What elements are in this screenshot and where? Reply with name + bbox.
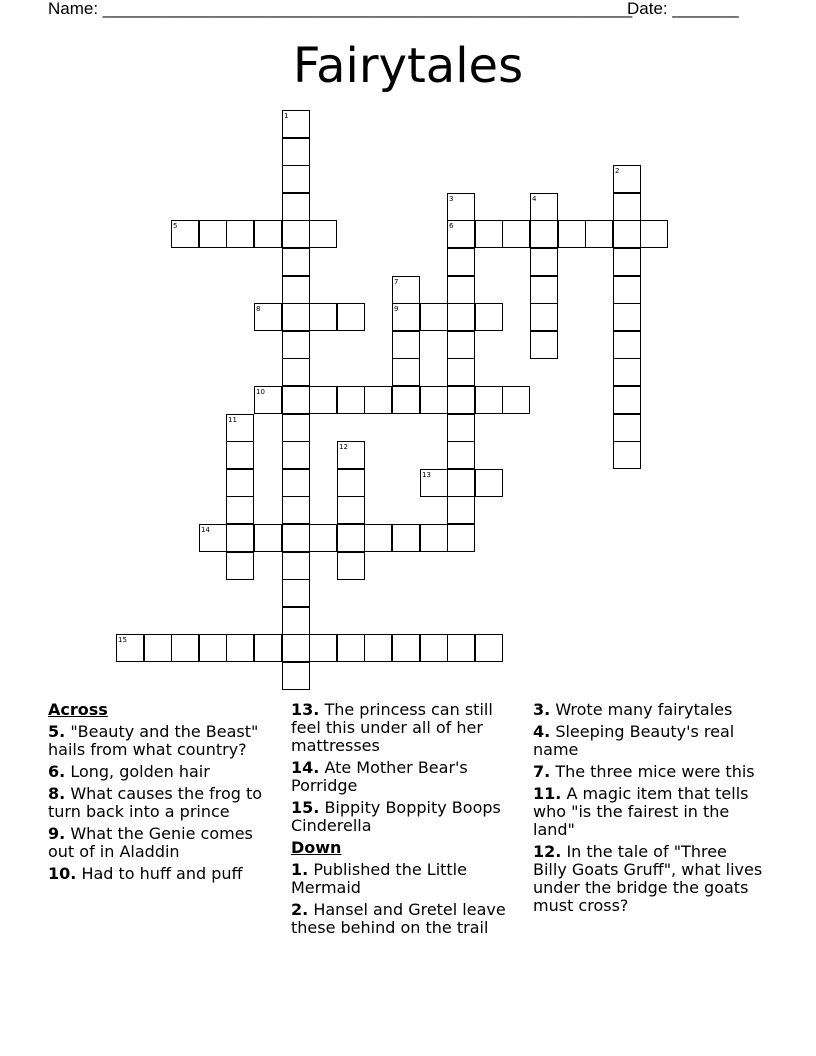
grid-cell[interactable] xyxy=(613,303,641,331)
grid-cell[interactable] xyxy=(199,220,227,248)
clue-across-15: 15. Bippity Boppity Boops Cinderella xyxy=(291,798,501,835)
grid-cell[interactable] xyxy=(282,303,310,331)
grid-cell[interactable] xyxy=(392,386,420,414)
clue-down-3: 3. Wrote many fairytales xyxy=(533,700,733,719)
grid-cell[interactable] xyxy=(226,441,254,469)
grid-cell[interactable] xyxy=(447,303,475,331)
grid-cell[interactable] xyxy=(613,331,641,359)
grid-cell[interactable] xyxy=(392,524,420,552)
grid-cell[interactable] xyxy=(530,276,558,304)
grid-cell[interactable] xyxy=(613,220,641,248)
grid-cell[interactable] xyxy=(613,248,641,276)
grid-cell[interactable] xyxy=(282,441,310,469)
grid-cell[interactable] xyxy=(640,220,668,248)
clues-column-2 xyxy=(291,701,521,941)
grid-cell[interactable] xyxy=(337,496,365,524)
grid-cell[interactable] xyxy=(282,358,310,386)
grid-cell[interactable] xyxy=(254,634,282,662)
grid-cell[interactable] xyxy=(337,469,365,497)
grid-cell[interactable] xyxy=(447,331,475,359)
grid-clue-number: 11 xyxy=(228,416,237,424)
grid-cell[interactable] xyxy=(226,634,254,662)
across-heading: Across xyxy=(48,700,108,719)
grid-cell[interactable] xyxy=(420,386,448,414)
grid-cell[interactable] xyxy=(392,634,420,662)
clues-column-3 xyxy=(533,701,763,919)
grid-clue-number: 3 xyxy=(449,195,454,203)
grid-cell[interactable] xyxy=(447,469,475,497)
grid-clue-number: 13 xyxy=(422,471,431,479)
grid-cell[interactable] xyxy=(309,303,337,331)
grid-cell[interactable] xyxy=(226,552,254,580)
grid-cell[interactable] xyxy=(585,220,613,248)
grid-cell[interactable] xyxy=(502,220,530,248)
grid-clue-number: 1 xyxy=(284,112,289,120)
clue-down-4: 4. Sleeping Beauty's real name xyxy=(533,722,735,759)
grid-cell[interactable] xyxy=(475,303,503,331)
grid-clue-number: 7 xyxy=(394,278,399,286)
grid-cell[interactable] xyxy=(226,524,254,552)
grid-cell[interactable] xyxy=(475,220,503,248)
grid-cell[interactable] xyxy=(364,634,392,662)
clue-down-12: 12. In the tale of "Three Billy Goats Gruff", what lives under the bridge the goats must cross? xyxy=(533,842,763,915)
name-field-label: Name: ________________________________________________________ xyxy=(48,0,633,18)
grid-clue-number: 14 xyxy=(201,526,210,534)
clue-across-14: 14. Ate Mother Bear's Porridge xyxy=(291,758,468,795)
grid-cell[interactable] xyxy=(420,634,448,662)
grid-cell[interactable] xyxy=(309,524,337,552)
grid-cell[interactable] xyxy=(447,634,475,662)
grid-cell[interactable] xyxy=(530,248,558,276)
grid-cell[interactable] xyxy=(282,386,310,414)
grid-cell[interactable] xyxy=(282,524,310,552)
clue-across-9: 9. What the Genie comes out of in Aladdin xyxy=(48,824,253,861)
grid-clue-number: 10 xyxy=(256,388,265,396)
grid-cell[interactable] xyxy=(475,634,503,662)
grid-cell[interactable] xyxy=(447,276,475,304)
grid-cell[interactable] xyxy=(475,386,503,414)
grid-cell[interactable] xyxy=(226,469,254,497)
grid-cell[interactable] xyxy=(282,331,310,359)
grid-cell[interactable] xyxy=(475,469,503,497)
grid-cell[interactable] xyxy=(530,220,558,248)
grid-cell[interactable] xyxy=(447,358,475,386)
clue-across-10: 10. Had to huff and puff xyxy=(48,864,243,883)
grid-cell[interactable] xyxy=(447,496,475,524)
grid-cell[interactable] xyxy=(282,220,310,248)
grid-clue-number: 4 xyxy=(532,195,537,203)
grid-cell[interactable] xyxy=(392,358,420,386)
date-field-label: Date: _______ xyxy=(627,0,739,18)
page-title: Fairytales xyxy=(292,38,524,94)
grid-cell[interactable] xyxy=(447,248,475,276)
grid-cell[interactable] xyxy=(199,634,227,662)
grid-cell[interactable] xyxy=(447,414,475,442)
grid-clue-number: 5 xyxy=(173,222,178,230)
grid-cell[interactable] xyxy=(337,303,365,331)
grid-clue-number: 6 xyxy=(449,222,454,230)
clue-down-2: 2. Hansel and Gretel leave these behind on the trail xyxy=(291,900,506,937)
grid-cell[interactable] xyxy=(282,634,310,662)
clue-down-11: 11. A magic item that tells who "is the fairest in the land" xyxy=(533,784,749,839)
grid-cell[interactable] xyxy=(254,524,282,552)
grid-cell[interactable] xyxy=(337,386,365,414)
grid-cell[interactable] xyxy=(447,386,475,414)
grid-cell[interactable] xyxy=(392,331,420,359)
grid-clue-number: 2 xyxy=(615,167,620,175)
grid-clue-number: 12 xyxy=(339,443,348,451)
grid-cell[interactable] xyxy=(282,276,310,304)
grid-cell[interactable] xyxy=(282,248,310,276)
grid-cell[interactable] xyxy=(613,441,641,469)
grid-cell[interactable] xyxy=(530,303,558,331)
grid-cell[interactable] xyxy=(337,634,365,662)
clue-across-6: 6. Long, golden hair xyxy=(48,762,210,781)
clue-across-13: 13. The princess can still feel this under all of her mattresses xyxy=(291,700,493,755)
grid-cell[interactable] xyxy=(282,193,310,221)
grid-cell[interactable] xyxy=(530,331,558,359)
grid-cell[interactable] xyxy=(309,634,337,662)
grid-cell[interactable] xyxy=(309,386,337,414)
grid-cell[interactable] xyxy=(144,634,172,662)
grid-cell[interactable] xyxy=(613,276,641,304)
grid-cell[interactable] xyxy=(337,552,365,580)
grid-cell[interactable] xyxy=(282,552,310,580)
grid-cell[interactable] xyxy=(420,303,448,331)
grid-cell[interactable] xyxy=(282,607,310,635)
grid-cell[interactable] xyxy=(254,220,282,248)
grid-cell[interactable] xyxy=(282,469,310,497)
grid-clue-number: 15 xyxy=(118,636,127,644)
grid-cell[interactable] xyxy=(282,579,310,607)
grid-cell[interactable] xyxy=(613,193,641,221)
grid-cell[interactable] xyxy=(558,220,586,248)
clue-down-7: 7. The three mice were this xyxy=(533,762,755,781)
grid-cell[interactable] xyxy=(309,220,337,248)
grid-cell[interactable] xyxy=(282,662,310,690)
grid-cell[interactable] xyxy=(282,138,310,166)
clues-column-1 xyxy=(48,701,273,887)
grid-cell[interactable] xyxy=(613,414,641,442)
grid-cell[interactable] xyxy=(282,496,310,524)
grid-cell[interactable] xyxy=(282,414,310,442)
grid-cell[interactable] xyxy=(613,358,641,386)
grid-cell[interactable] xyxy=(364,386,392,414)
clue-across-5: 5. "Beauty and the Beast" hails from what country? xyxy=(48,722,259,759)
clue-down-1: 1. Published the Little Mermaid xyxy=(291,860,467,897)
grid-clue-number: 8 xyxy=(256,305,261,313)
grid-cell[interactable] xyxy=(364,524,392,552)
down-heading: Down xyxy=(291,838,342,857)
grid-cell[interactable] xyxy=(171,634,199,662)
grid-cell[interactable] xyxy=(447,524,475,552)
grid-clue-number: 9 xyxy=(394,305,399,313)
grid-cell[interactable] xyxy=(502,386,530,414)
grid-cell[interactable] xyxy=(337,524,365,552)
grid-cell[interactable] xyxy=(226,496,254,524)
grid-cell[interactable] xyxy=(447,441,475,469)
grid-cell[interactable] xyxy=(613,386,641,414)
grid-cell[interactable] xyxy=(420,524,448,552)
clue-across-8: 8. What causes the frog to turn back into a prince xyxy=(48,784,263,821)
grid-cell[interactable] xyxy=(282,165,310,193)
grid-cell[interactable] xyxy=(226,220,254,248)
